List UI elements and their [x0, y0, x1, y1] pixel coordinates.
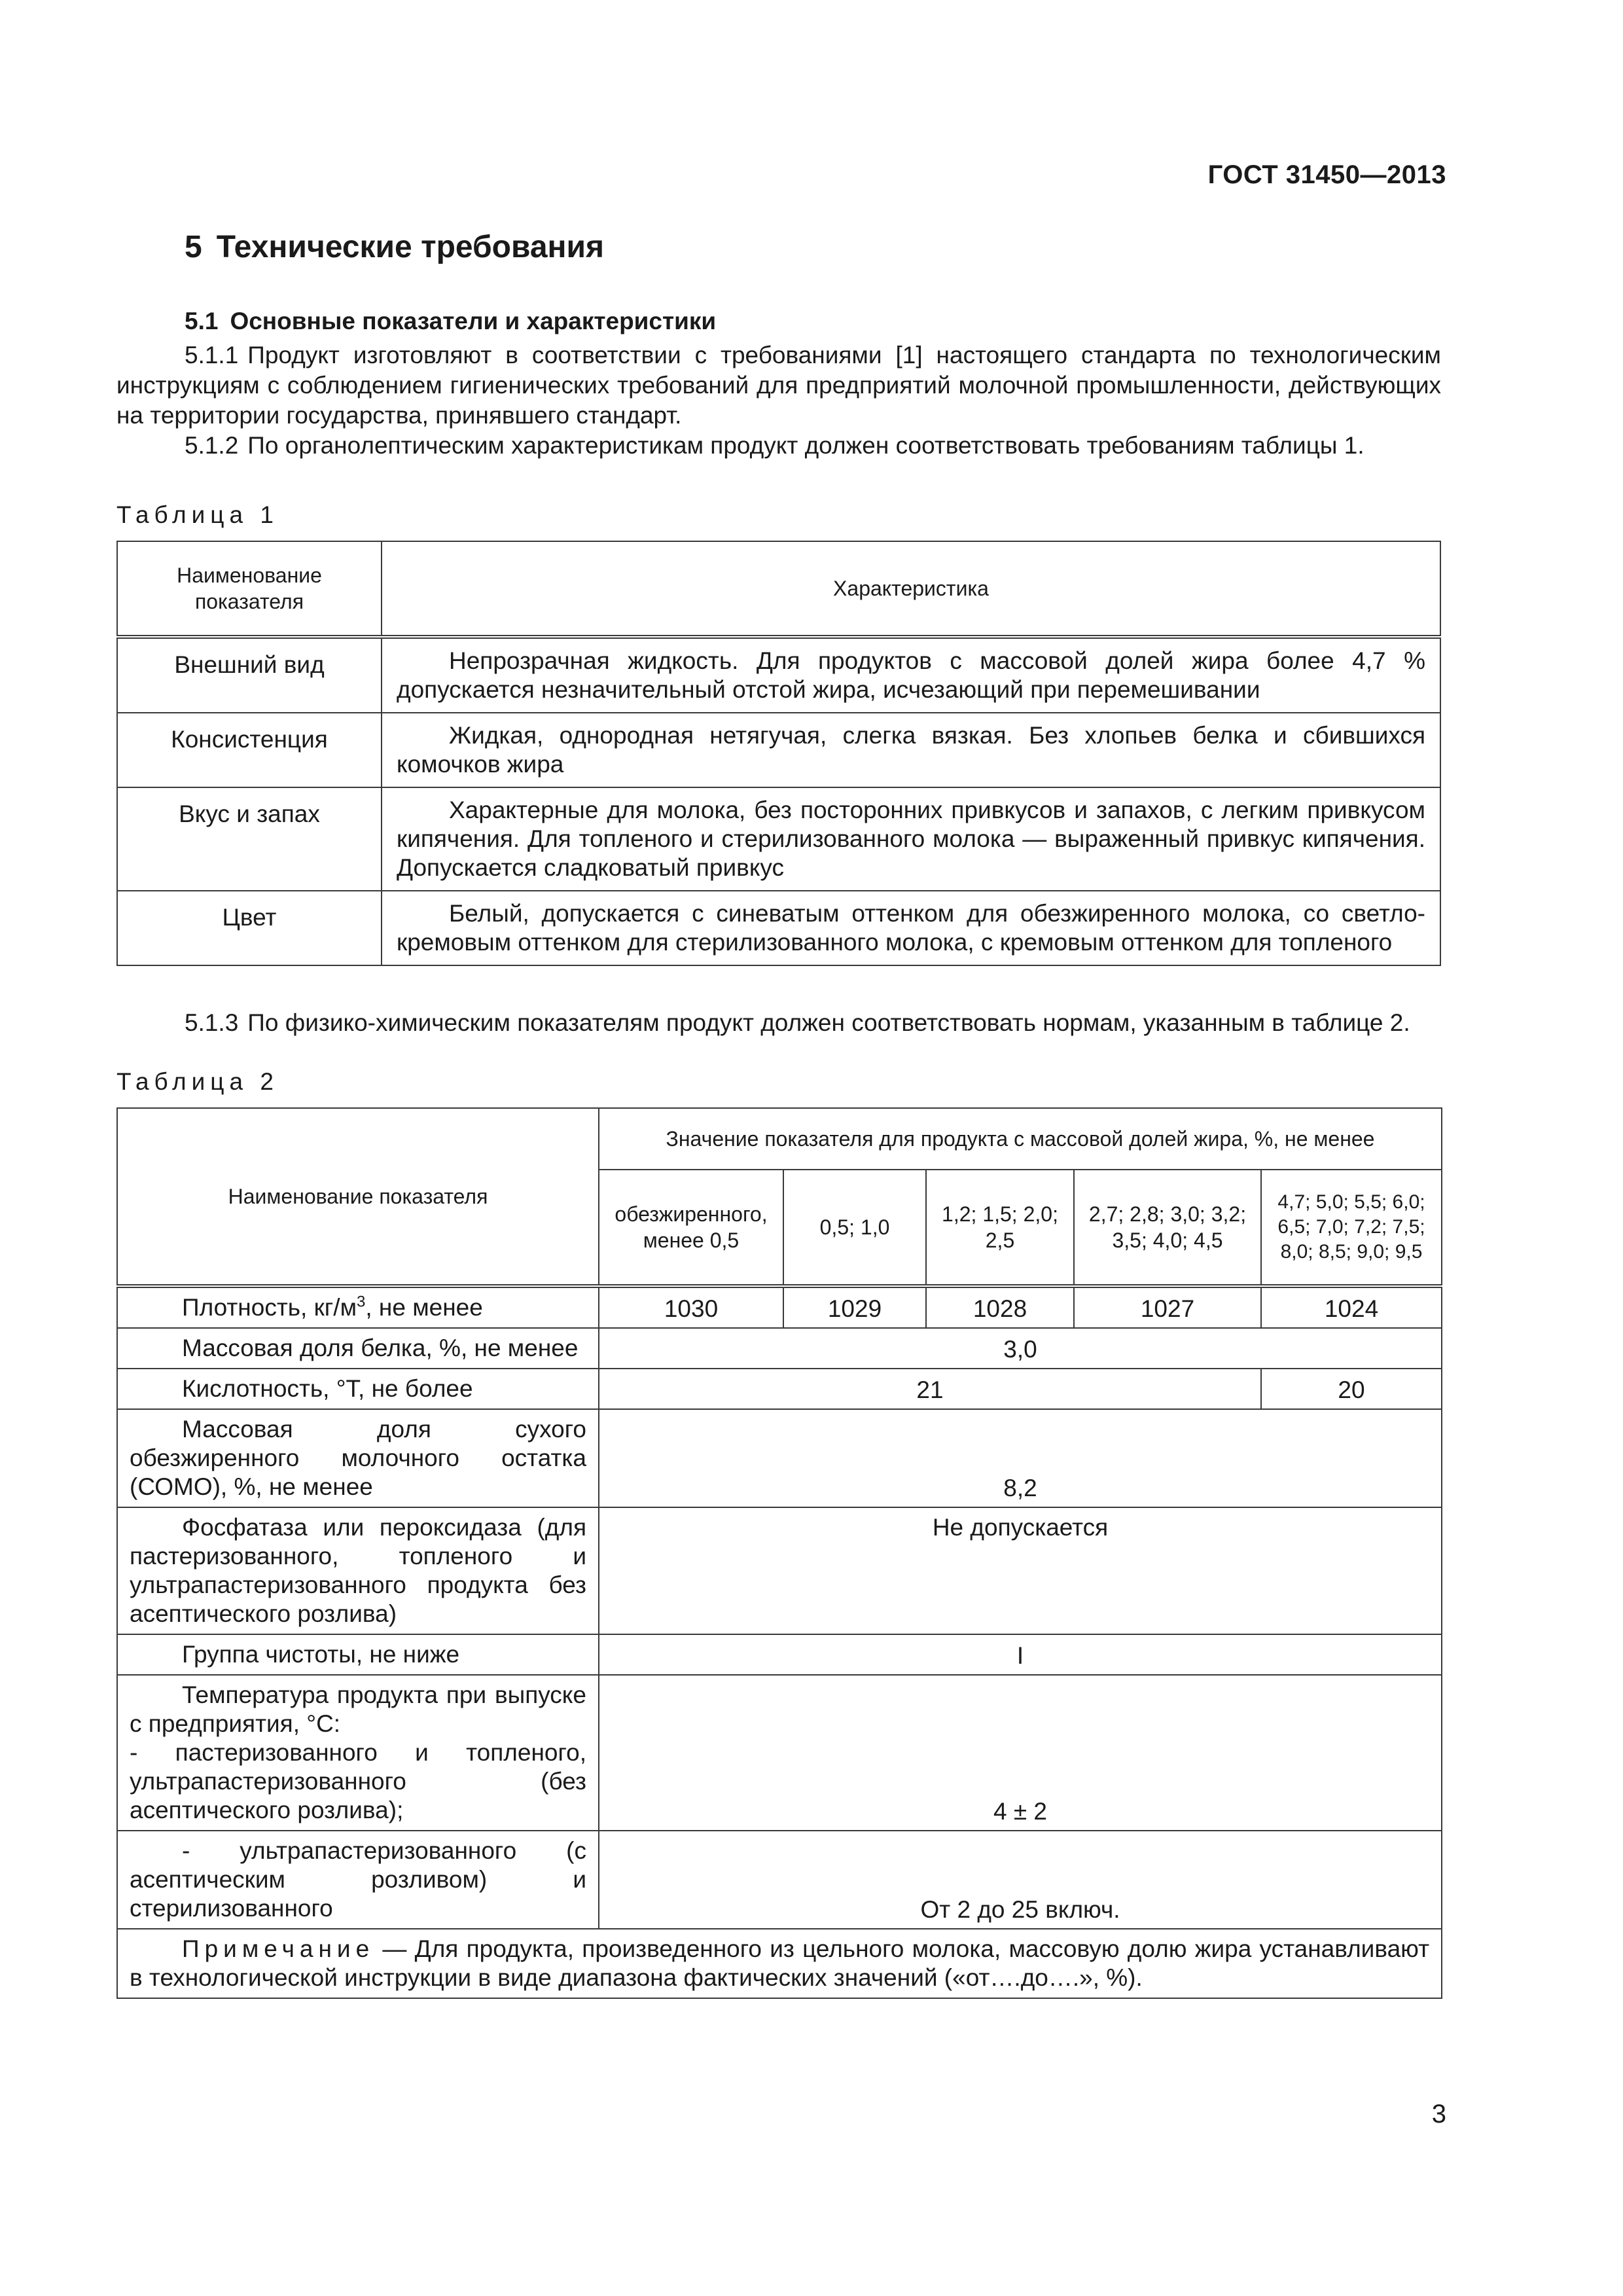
cell-value: 3,0: [599, 1328, 1442, 1369]
paragraph-number: 5.1.1: [185, 342, 239, 368]
row-desc: Непрозрачная жидкость. Для продуктов с массовой долей жира более 4,7 % допускается незначительный отстой жира, исчезающий при перемешивании: [382, 637, 1440, 713]
table-row-acidity: [117, 1369, 1442, 1409]
column-group-header: Значение показателя для продукта с массовой долей жира, %, не менее: [599, 1108, 1442, 1170]
section-title-text: Технические требования: [216, 230, 605, 264]
table-note: [117, 1929, 1442, 1998]
table-2: [116, 1107, 1442, 1999]
paragraph-5-1-2: [116, 431, 1441, 461]
paragraph-number: 5.1.2: [185, 432, 239, 459]
paragraph-text: По органолептическим характеристикам продукт должен соответствовать требованиям таблицы 1.: [247, 432, 1364, 459]
row-name: Консистенция: [117, 713, 382, 787]
column-header-1-2: 1,2; 1,5; 2,0; 2,5: [926, 1170, 1074, 1286]
column-header-2-7: 2,7; 2,8; 3,0; 3,2; 3,5; 4,0; 4,5: [1074, 1170, 1261, 1286]
table1-caption: Таблица 1: [116, 501, 279, 528]
column-header-skim: обезжиренного, менее 0,5: [599, 1170, 783, 1286]
section-number: 5: [185, 230, 202, 264]
table2-caption: Таблица 2: [116, 1068, 279, 1095]
cell-value: Не допускается: [599, 1507, 1442, 1634]
subsection-title-text: Основные показатели и характеристики: [230, 308, 717, 334]
temperature-sub1: - пастеризованного и топленого, ультрапастеризованного (без асептического розлива);: [130, 1739, 586, 1823]
density-label-suffix: , не менее: [365, 1294, 483, 1321]
table-row-protein: [117, 1328, 1442, 1369]
table-row: [117, 637, 1440, 713]
row-name: Вкус и запах: [117, 787, 382, 891]
cell-value: От 2 до 25 включ.: [599, 1831, 1442, 1929]
table-header-row: [117, 541, 1440, 637]
density-superscript: 3: [357, 1293, 366, 1311]
cell-value: 21: [599, 1369, 1261, 1409]
row-name: [117, 1286, 599, 1328]
row-name: Массовая доля белка, %, не менее: [117, 1328, 599, 1369]
paragraph-text: Продукт изготовляют в соответствии с требованиями [1] настоящего стандарта по технологическим инструкциям с соблюдением гигиенических требований для предприятий молочной промышленности, действующих на территории государства, принявшего стандарт.: [116, 342, 1441, 429]
row-desc: Характерные для молока, без посторонних привкусов и запахов, с легким привкусом кипячения. Для топленого и стерилизованного молока — выраженный привкус кипячения. Допускается сладковатый привкус: [382, 787, 1440, 891]
table-row-somo: [117, 1409, 1442, 1507]
density-label: Плотность, кг/м: [182, 1294, 357, 1321]
table-row-purity: [117, 1634, 1442, 1675]
row-name: Внешний вид: [117, 637, 382, 713]
standard-designation: ГОСТ 31450—2013: [1207, 160, 1446, 189]
table-row-density: [117, 1286, 1442, 1328]
cell-value: 1029: [783, 1286, 926, 1328]
column-header-name: Наименование показателя: [117, 541, 382, 637]
section-title: [185, 229, 604, 265]
table-header-row: [117, 1108, 1442, 1170]
paragraph-5-1-1: [116, 340, 1441, 431]
table-row: [117, 787, 1440, 891]
cell-value: 1027: [1074, 1286, 1261, 1328]
note-label: Примечание: [182, 1935, 375, 1962]
temperature-label: Температура продукта при выпуске с предприятия, °С:: [130, 1681, 586, 1737]
row-desc: Белый, допускается с синеватым оттенком для обезжиренного молока, со светло-кремовым оттенком для стерилизованного молока, с кремовым оттенком для топленого: [382, 891, 1440, 965]
column-header-4-7: 4,7; 5,0; 5,5; 6,0; 6,5; 7,0; 7,2; 7,5; 8,0; 8,5; 9,0; 9,5: [1261, 1170, 1442, 1286]
row-name: Массовая доля сухого обезжиренного молочного остатка (СОМО), %, не менее: [117, 1409, 599, 1507]
paragraph-5-1-3: [116, 1008, 1441, 1038]
table-note-row: [117, 1929, 1442, 1998]
row-name: Кислотность, °Т, не более: [117, 1369, 599, 1409]
cell-value: 1030: [599, 1286, 783, 1328]
cell-value: 20: [1261, 1369, 1442, 1409]
table-row-temperature: [117, 1675, 1442, 1831]
cell-value: 8,2: [599, 1409, 1442, 1507]
cell-value: 4 ± 2: [599, 1675, 1442, 1831]
note-text: — Для продукта, произведенного из цельного молока, массовую долю жира устанавливают в технологической инструкции в виде диапазона фактических значений («от….до….», %).: [130, 1935, 1430, 1991]
table-row-phosphatase: [117, 1507, 1442, 1634]
row-name: - ультрапастеризованного (с асептическим розливом) и стерилизованного: [117, 1831, 599, 1929]
page-content: [116, 306, 1441, 1999]
page-number: 3: [1431, 2100, 1446, 2128]
cell-value: I: [599, 1634, 1442, 1675]
cell-value: 1028: [926, 1286, 1074, 1328]
row-name: Группа чистоты, не ниже: [117, 1634, 599, 1675]
table-row: [117, 713, 1440, 787]
subsection-number: 5.1: [185, 308, 219, 334]
row-name: Фосфатаза или пероксидаза (для пастеризованного, топленого и ультрапастеризованного продукта без асептического розлива): [117, 1507, 599, 1634]
column-header-characteristic: Характеристика: [382, 541, 1440, 637]
row-name: Цвет: [117, 891, 382, 965]
table-row: [117, 891, 1440, 965]
column-header-name: Наименование показателя: [117, 1108, 599, 1286]
cell-value: 1024: [1261, 1286, 1442, 1328]
paragraph-number: 5.1.3: [185, 1009, 239, 1036]
table-1: [116, 541, 1441, 966]
row-desc: Жидкая, однородная нетягучая, слегка вязкая. Без хлопьев белка и сбившихся комочков жира: [382, 713, 1440, 787]
column-header-0-5: 0,5; 1,0: [783, 1170, 926, 1286]
paragraph-text: По физико-химическим показателям продукт должен соответствовать нормам, указанным в таблице 2.: [247, 1009, 1410, 1036]
row-name: [117, 1675, 599, 1831]
table-row-temperature-2: [117, 1831, 1442, 1929]
subsection-title: [185, 306, 1441, 336]
